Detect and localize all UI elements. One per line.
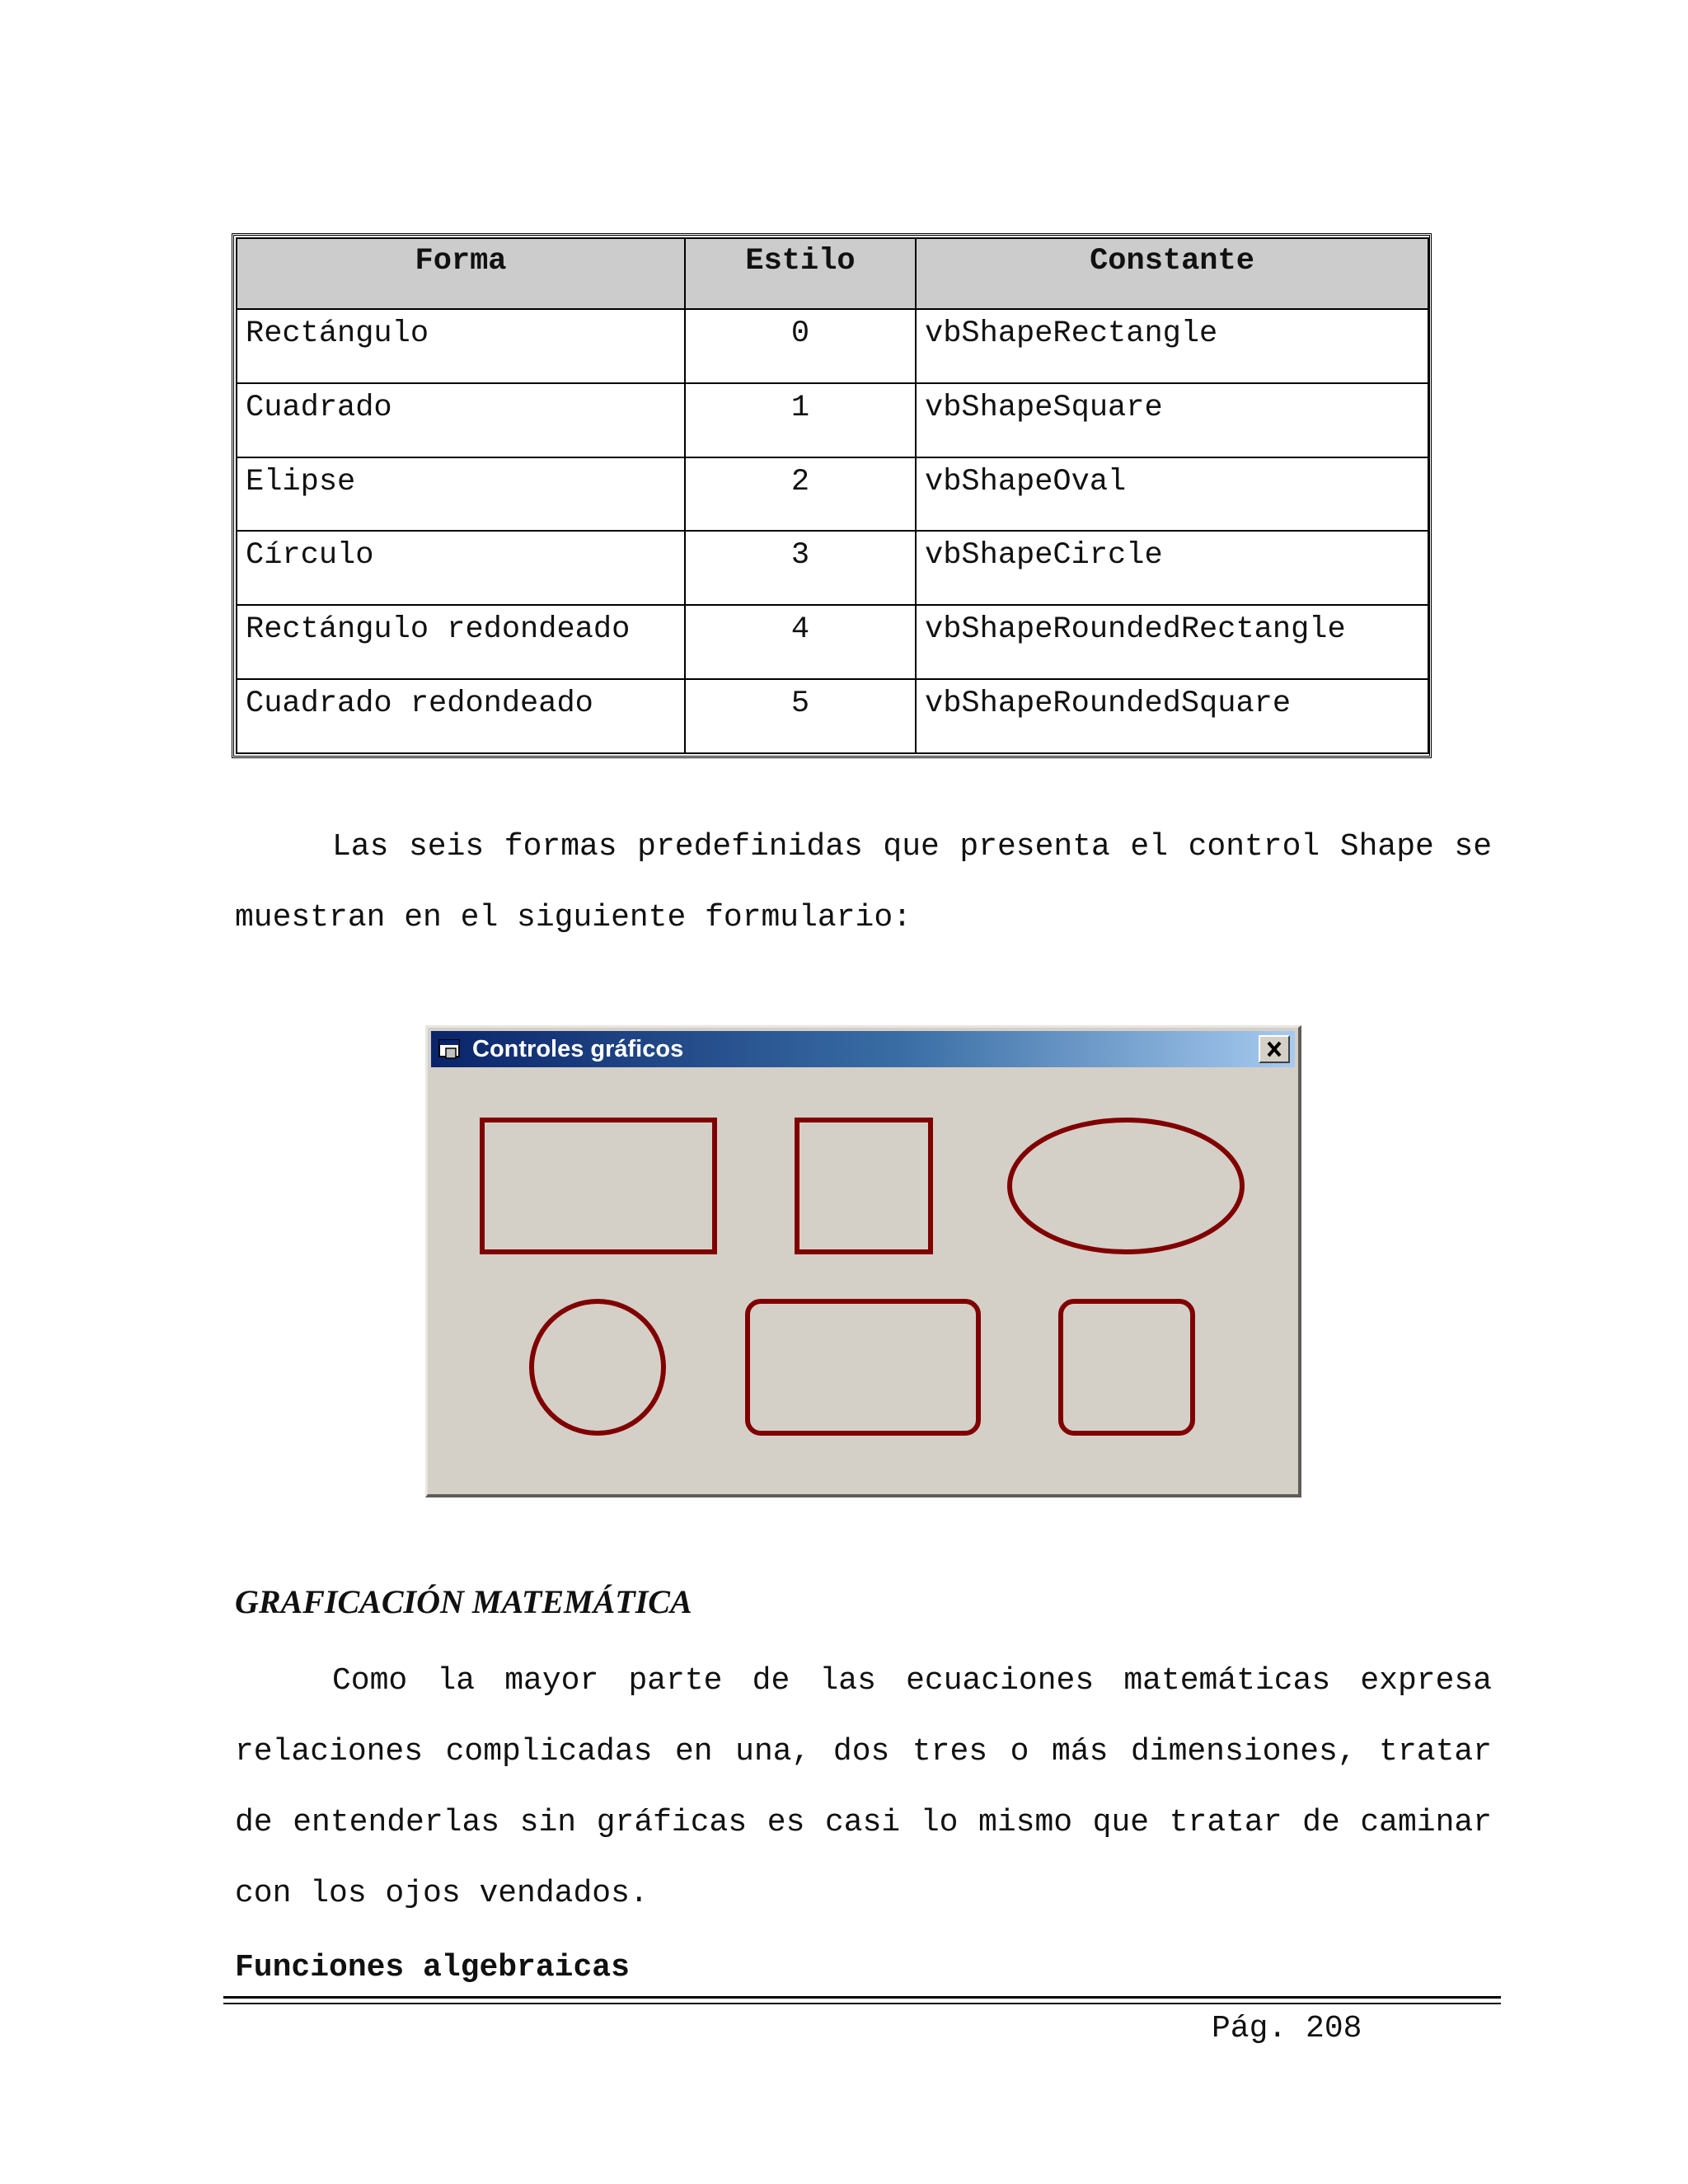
cell-constante: vbShapeRoundedSquare xyxy=(916,679,1428,753)
table-row xyxy=(237,383,1428,457)
cell-constante: vbShapeCircle xyxy=(916,531,1428,605)
cell-constante: vbShapeSquare xyxy=(916,383,1428,457)
shape-styles-table xyxy=(236,237,1429,754)
cell-forma: Rectángulo redondeado xyxy=(237,605,685,679)
cell-constante: vbShapeOval xyxy=(916,457,1428,532)
cell-estilo: 5 xyxy=(685,679,916,753)
table-header-row xyxy=(237,238,1428,309)
section-heading: GRAFICACIÓN MATEMÁTICA xyxy=(235,1583,692,1620)
form-icon xyxy=(438,1038,462,1061)
shape-rounded-square xyxy=(1061,1301,1193,1433)
section-paragraph xyxy=(235,1646,1492,1929)
shape-oval xyxy=(1010,1120,1242,1252)
cell-forma: Rectángulo xyxy=(237,309,685,383)
header-constante: Constante xyxy=(916,238,1428,309)
cell-forma: Elipse xyxy=(237,457,685,532)
shape-rectangle xyxy=(482,1120,715,1252)
cell-forma: Círculo xyxy=(237,531,685,605)
cell-forma: Cuadrado redondeado xyxy=(237,679,685,753)
window-title: Controles gráficos xyxy=(472,1036,684,1062)
cell-estilo: 2 xyxy=(685,457,916,532)
table-row xyxy=(237,457,1428,532)
cell-estilo: 0 xyxy=(685,309,916,383)
table-row xyxy=(237,679,1428,753)
cell-estilo: 1 xyxy=(685,383,916,457)
cell-constante: vbShapeRoundedRectangle xyxy=(916,605,1428,679)
shape-circle xyxy=(532,1301,663,1433)
footer-rule xyxy=(223,1996,1501,1999)
cell-estilo: 3 xyxy=(685,531,916,605)
form-window xyxy=(425,1025,1301,1497)
close-icon xyxy=(1260,1037,1288,1062)
intro-paragraph-text: Las seis formas predefinidas que presenta el control Shape se muestran en el siguiente formulario: xyxy=(235,829,1492,935)
subheading: Funciones algebraicas xyxy=(235,1950,630,1985)
close-button[interactable] xyxy=(1259,1035,1290,1063)
shape-square xyxy=(797,1120,931,1252)
table-row xyxy=(237,605,1428,679)
table-row xyxy=(237,309,1428,383)
page-number: Pág. 208 xyxy=(1212,2011,1362,2046)
intro-paragraph xyxy=(235,812,1492,954)
cell-constante: vbShapeRectangle xyxy=(916,309,1428,383)
window-titlebar[interactable] xyxy=(431,1031,1295,1067)
section-paragraph-text: Como la mayor parte de las ecuaciones matemáticas expresa relaciones complicadas en una, dos tres o más dimensiones, tratar de entenderlas sin gráficas es casi lo mismo que tratar de caminar con los ojos vendados. xyxy=(235,1663,1492,1911)
form-canvas xyxy=(428,1067,1298,1494)
cell-forma: Cuadrado xyxy=(237,383,685,457)
header-estilo: Estilo xyxy=(685,238,916,309)
shape-styles-table-frame xyxy=(232,233,1432,758)
shape-rounded-rectangle xyxy=(748,1301,978,1433)
footer-rule-secondary xyxy=(223,2003,1501,2004)
header-forma: Forma xyxy=(237,238,685,309)
table-row xyxy=(237,531,1428,605)
cell-estilo: 4 xyxy=(685,605,916,679)
